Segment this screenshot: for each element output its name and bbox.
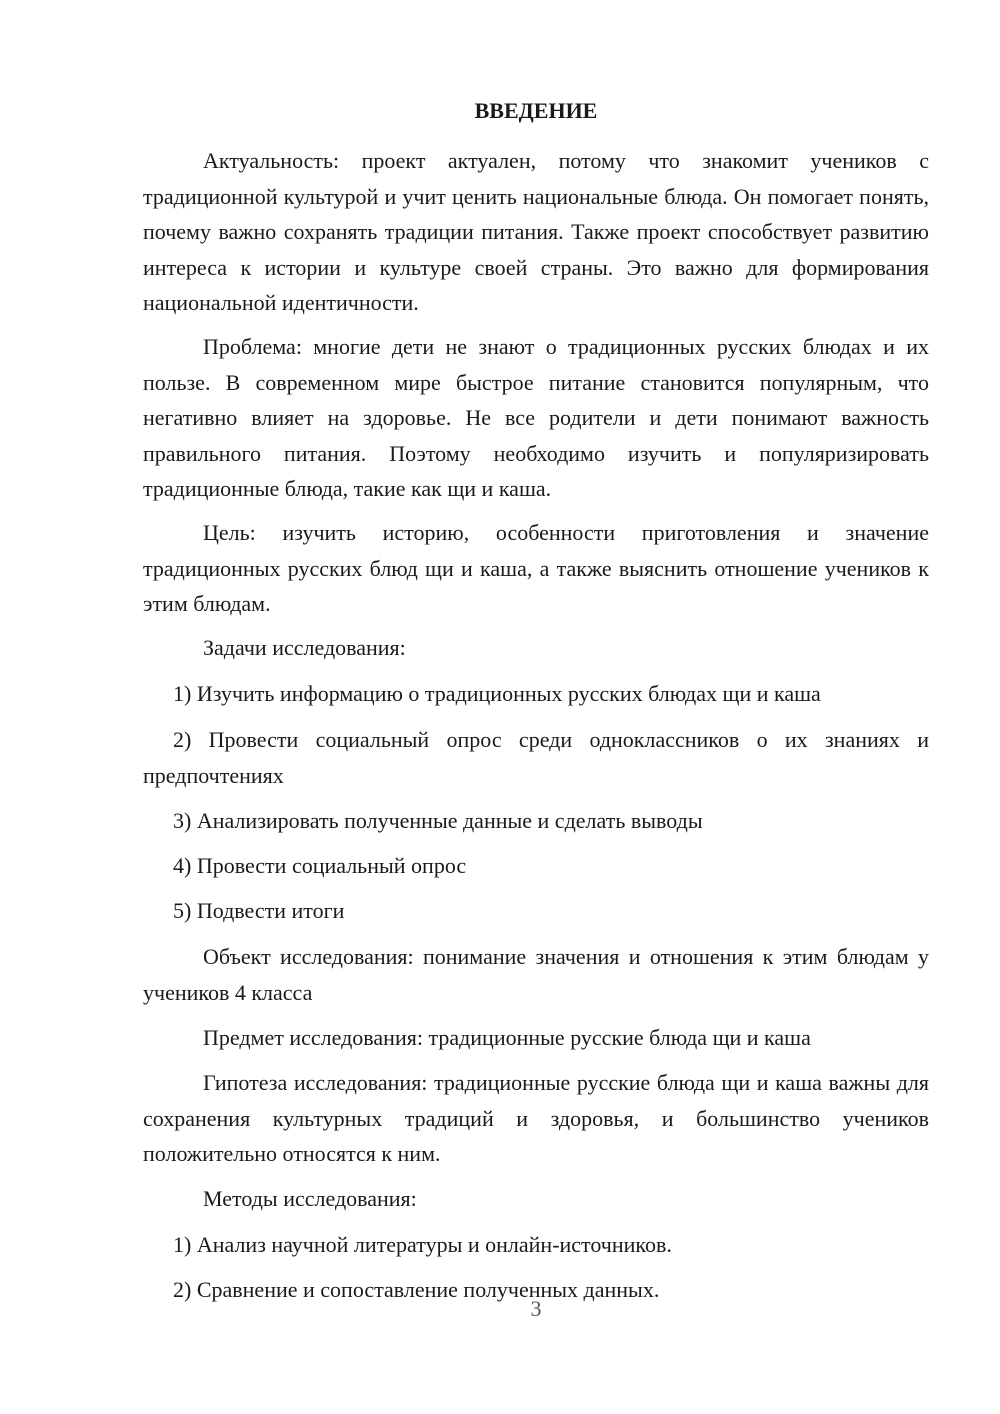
paragraph-subject: Предмет исследования: традиционные русские блюда щи и каша bbox=[203, 1025, 811, 1050]
task-item-1: 1) Изучить информацию о традиционных русских блюдах щи и каша bbox=[173, 681, 821, 706]
page-number: 3 bbox=[530, 1296, 542, 1321]
paragraph-goal: Цель: изучить историю, особенности приготовления и значение традиционных русских блюд щи и каша, а также выяснить отношение учеников к этим блюдам. bbox=[143, 520, 929, 616]
section-heading: ВВЕДЕНИЕ bbox=[474, 98, 598, 123]
paragraph-hypothesis: Гипотеза исследования: традиционные русские блюда щи и каша важны для сохранения культурных традиций и здоровья, и большинство учеников положительно относятся к ним. bbox=[143, 1070, 929, 1166]
paragraph-relevance: Актуальность: проект актуален, потому что знакомит учеников с традиционной культурой и учит ценить национальные блюда. Он помогает понять, почему важно сохранять традиции питания. Также проект способствует развитию интереса к истории и культуре своей страны. Это важно для формирования национальной идентичности. bbox=[143, 148, 929, 315]
method-item-2: 2) Сравнение и сопоставление полученных данных. bbox=[173, 1277, 660, 1302]
task-item-5: 5) Подвести итоги bbox=[173, 898, 345, 923]
tasks-title: Задачи исследования: bbox=[203, 635, 406, 660]
paragraph-problem: Проблема: многие дети не знают о традиционных русских блюдах и их пользе. В современном мире быстрое питание становится популярным, что негативно влияет на здоровье. Не все родители и дети понимают важность правильного питания. Поэтому необходимо изучить и популяризировать традиционные блюда, такие как щи и каша. bbox=[143, 334, 929, 501]
method-item-1: 1) Анализ научной литературы и онлайн-источников. bbox=[173, 1232, 672, 1257]
task-item-4: 4) Провести социальный опрос bbox=[173, 853, 467, 878]
methods-title: Методы исследования: bbox=[203, 1186, 417, 1211]
paragraph-object: Объект исследования: понимание значения и отношения к этим блюдам у учеников 4 класса bbox=[143, 944, 929, 1005]
task-item-2: 2) Провести социальный опрос среди одноклассников о их знаниях и предпочтениях bbox=[143, 727, 929, 788]
task-item-3: 3) Анализировать полученные данные и сделать выводы bbox=[173, 808, 703, 833]
